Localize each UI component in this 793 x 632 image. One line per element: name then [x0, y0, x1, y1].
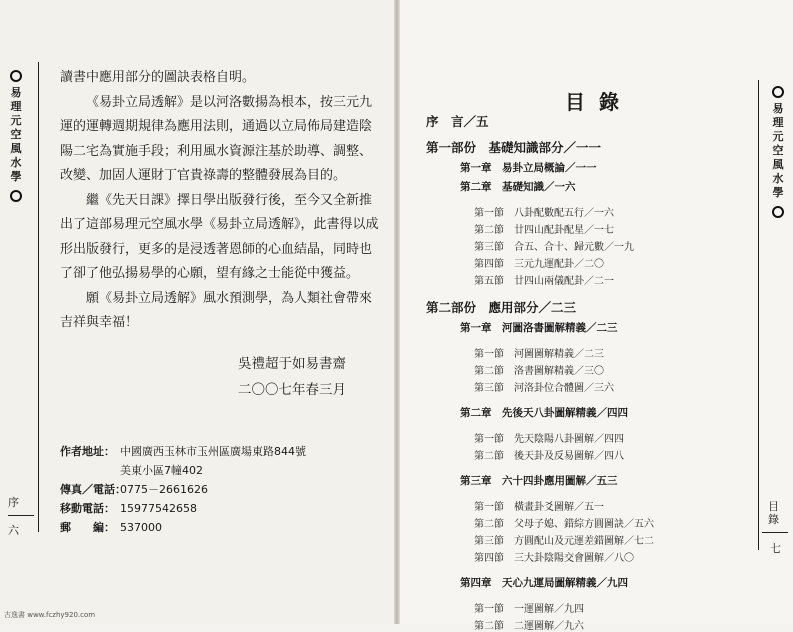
toc-section-entry: 第一節 八卦配數配五行／一六	[474, 208, 614, 219]
toc-section-entry: 第一節 河圖圖解精義／二三	[474, 349, 604, 360]
ring-ornament-icon	[10, 70, 22, 82]
side-title-char: 風	[10, 142, 22, 155]
info-label: 傳真／電話：	[60, 483, 126, 496]
toc-part-entry: 序 言／五	[426, 114, 489, 129]
right-footer-rule	[762, 532, 788, 533]
side-title-char: 易	[10, 86, 22, 99]
toc-section-entry: 第一節 一運圖解／九四	[474, 604, 584, 615]
toc-section-entry: 第三節 方圓配山及元運差錯圖解／七二	[474, 536, 654, 547]
preface-paragraph: 繼《先天日課》擇日學出版發行後，至今又全新推出了這部易理元空風水學《易卦立局透解》，此書得以成形出版發行，更多的是浸透著恩師的心血結晶，同時也了卻了他弘揚易學的心願，望有緣之士能從中獲益。	[60, 192, 379, 281]
left-footer-rule	[8, 515, 34, 516]
side-rule-left	[38, 62, 39, 532]
toc-section-entry: 第三節 河洛卦位合體圖／三六	[474, 383, 614, 394]
side-title-char: 水	[10, 156, 22, 169]
side-title-char: 學	[10, 170, 22, 183]
toc-section-entry: 第一節 橫畫卦爻圖解／五一	[474, 502, 604, 513]
side-title-char: 元	[772, 130, 784, 143]
ring-ornament-icon	[772, 86, 784, 98]
toc-section-entry: 第三節 合五、合十、歸元數／一九	[474, 242, 634, 253]
side-title-char: 理	[10, 100, 22, 113]
info-value: 0775－2661626	[120, 483, 208, 496]
info-value: 中國廣西玉林市玉州區廣場東路844號	[120, 445, 306, 458]
info-value: 美東小區7幢402	[120, 464, 203, 477]
info-label: 郵 編：	[60, 521, 115, 534]
toc-chapter-entry: 第四章 天心九運局圖解精義／九四	[460, 577, 628, 589]
toc-part-entry: 第二部份 應用部分／二三	[426, 300, 577, 315]
left-footer-section: 序	[8, 496, 19, 509]
preface-paragraph: 願《易卦立局透解》風水預測學，為人類社會帶來吉祥與幸福！	[60, 290, 373, 330]
watermark: 古逸書 www.fczhy920.com	[4, 611, 96, 619]
right-page-number: 七	[770, 542, 781, 555]
toc-part-entry: 第一部份 基礎知識部分／一一	[426, 140, 602, 155]
toc-section-entry: 第二節 後天卦及反易圖解／四八	[474, 451, 624, 462]
info-row	[60, 499, 306, 518]
info-row	[60, 480, 306, 499]
right-footer-section: 目錄	[768, 500, 779, 526]
side-rule-right	[758, 80, 759, 550]
toc-section-entry: 第四節 三大卦陰陽交會圖解／八〇	[474, 553, 634, 564]
preface-date: 二〇〇七年春三月	[238, 382, 346, 398]
info-row	[60, 442, 306, 461]
side-title-char: 空	[772, 144, 784, 157]
side-title-char: 水	[772, 172, 784, 185]
toc-section-entry: 第二節 廿四山配卦配星／一七	[474, 225, 614, 236]
info-row	[60, 461, 306, 480]
toc-chapter-entry: 第二章 基礎知識／一六	[460, 181, 576, 193]
toc-section-entry: 第二節 父母子媳、錯綜方圓圖訣／五六	[474, 519, 654, 530]
preface-paragraph: 《易卦立局透解》是以河洛數揚為根本，按三元九運的運轉週期規律為應用法則，通過以立局佈局建造陰陽二宅為實施手段；利用風水資源注基於助導、調整、改變、加固人運財丁官貴祿壽的整體發展為目的。	[60, 94, 373, 183]
toc-section-entry: 第二節 二運圖解／九六	[474, 621, 584, 632]
side-title-char: 風	[772, 158, 784, 171]
left-page-number: 六	[8, 524, 19, 537]
info-label: 作者地址：	[60, 445, 115, 458]
toc-section-entry: 第一節 先天陰陽八卦圖解／四四	[474, 434, 624, 445]
side-title-char: 易	[772, 102, 784, 115]
side-title-char: 學	[772, 186, 784, 199]
info-label: 移動電話：	[60, 502, 115, 515]
toc-chapter-entry: 第一章 易卦立局概論／一一	[460, 162, 597, 174]
info-row	[60, 518, 306, 537]
info-value: 537000	[120, 521, 162, 534]
ring-ornament-icon	[10, 190, 22, 202]
toc-section-entry: 第四節 三元九運配卦／二〇	[474, 259, 604, 270]
side-title-char: 理	[772, 116, 784, 129]
side-title-char: 空	[10, 128, 22, 141]
side-title-left	[6, 68, 26, 206]
toc-section-entry: 第五節 廿四山兩儀配卦／二一	[474, 276, 614, 287]
preface-signature: 吳禮超于如易書齋	[238, 356, 346, 372]
toc-section-entry: 第二節 洛書圖解精義／三〇	[474, 366, 604, 377]
toc-chapter-entry: 第二章 先後天八卦圖解精義／四四	[460, 407, 628, 419]
preface-body	[60, 66, 380, 336]
toc-chapter-entry: 第一章 河圖洛書圖解精義／二三	[460, 322, 618, 334]
side-title-char: 元	[10, 114, 22, 127]
toc-chapter-entry: 第三章 六十四卦應用圖解／五三	[460, 475, 618, 487]
book-spine	[394, 0, 400, 624]
side-title-right	[768, 84, 788, 222]
author-info	[60, 442, 306, 537]
ring-ornament-icon	[772, 206, 784, 218]
info-value: 15977542658	[120, 502, 197, 515]
preface-paragraph: 讀書中應用部分的圖訣表格自明。	[60, 70, 256, 85]
toc-title: 目錄	[565, 90, 633, 114]
